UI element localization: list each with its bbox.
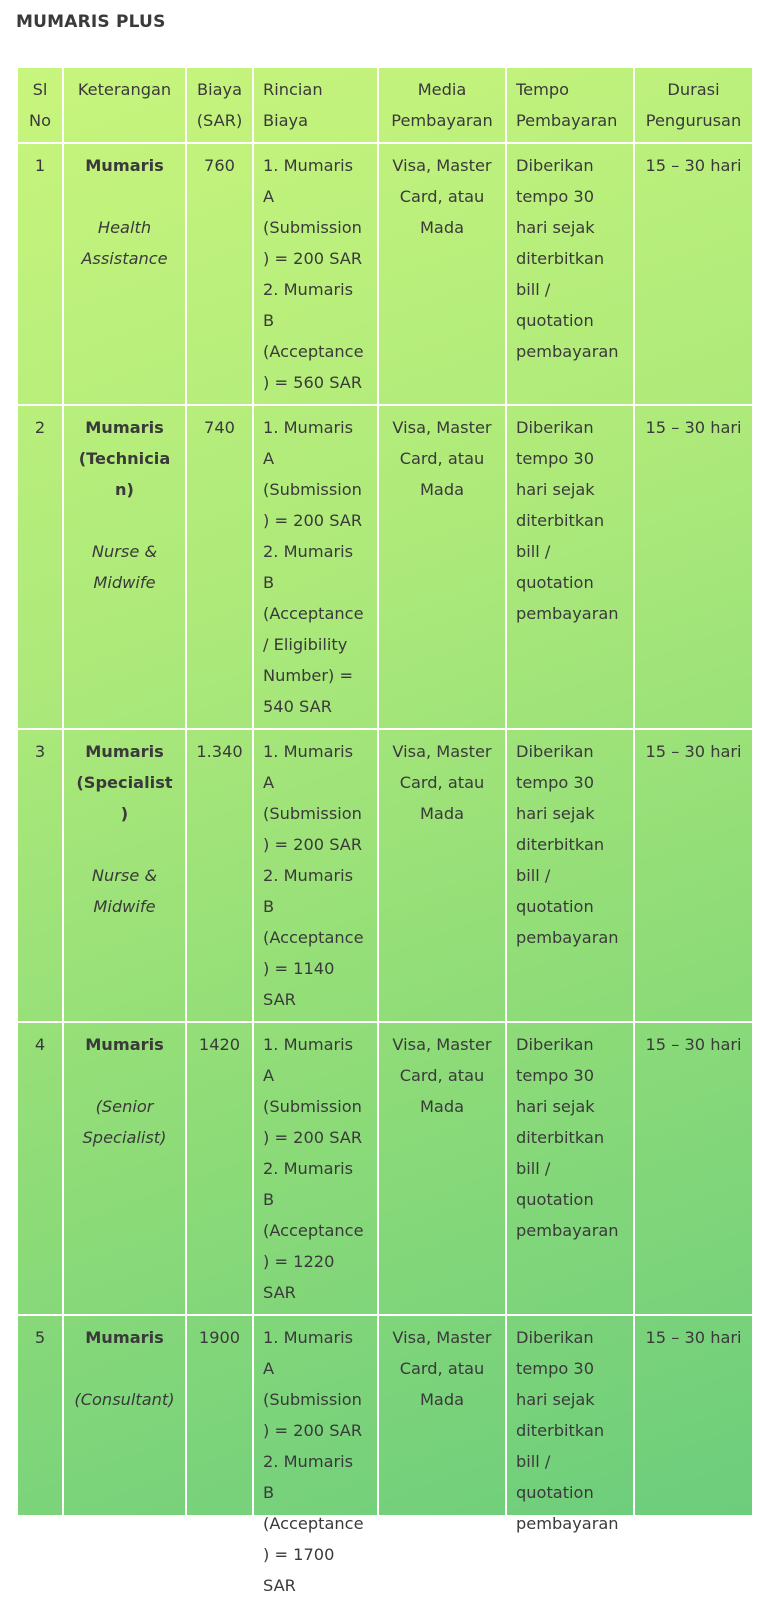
rincian-line-2: 2. Mumaris B (Acceptance) = 1220 SAR [263, 1159, 364, 1302]
cell-media-pembayaran: Visa, Master Card, atau Mada [378, 1022, 506, 1315]
cell-tempo-pembayaran: Diberikan tempo 30 hari sejak diterbitkan bill / quotation pembayaran [506, 405, 634, 729]
cell-biaya: 760 [186, 143, 253, 405]
rincian-line-2: 2. Mumaris B (Acceptance / Eligibility Number) = 540 SAR [263, 542, 364, 716]
cell-rincian-biaya [253, 1315, 378, 1608]
cell-biaya: 740 [186, 405, 253, 729]
cell-biaya: 1900 [186, 1315, 253, 1608]
cell-durasi-pengurusan: 15 – 30 hari [634, 729, 753, 1022]
cell-keterangan [63, 729, 186, 1022]
rincian-line-2: 2. Mumaris B (Acceptance) = 1700 SAR [263, 1452, 364, 1595]
cell-rincian-biaya [253, 1022, 378, 1315]
cell-rincian-biaya [253, 143, 378, 405]
cell-rincian-biaya [253, 729, 378, 1022]
cell-biaya: 1420 [186, 1022, 253, 1315]
cell-sl-no: 3 [17, 729, 63, 1022]
cell-keterangan [63, 1315, 186, 1608]
cell-durasi-pengurusan: 15 – 30 hari [634, 143, 753, 405]
cell-media-pembayaran: Visa, Master Card, atau Mada [378, 1315, 506, 1608]
table-header-row [17, 67, 753, 143]
cell-tempo-pembayaran: Diberikan tempo 30 hari sejak diterbitkan bill / quotation pembayaran [506, 143, 634, 405]
header-tempo-pembayaran: Tempo Pembayaran [506, 67, 634, 143]
table-row [17, 729, 753, 1022]
table-row [17, 1022, 753, 1315]
cell-keterangan [63, 143, 186, 405]
service-category: (Consultant) [74, 1390, 175, 1409]
cell-media-pembayaran: Visa, Master Card, atau Mada [378, 729, 506, 1022]
rincian-line-1: 1. Mumaris A (Submission) = 200 SAR [263, 1328, 363, 1440]
service-category: Health Assistance [81, 218, 168, 268]
cell-durasi-pengurusan: 15 – 30 hari [634, 1022, 753, 1315]
page-title: MUMARIS PLUS [16, 12, 166, 32]
rincian-line-2: 2. Mumaris B (Acceptance) = 560 SAR [263, 280, 364, 392]
cell-tempo-pembayaran: Diberikan tempo 30 hari sejak diterbitkan bill / quotation pembayaran [506, 1315, 634, 1608]
cell-sl-no: 2 [17, 405, 63, 729]
service-name: Mumaris [85, 1035, 164, 1054]
service-name: Mumaris (Technician) [78, 418, 171, 499]
cell-sl-no: 4 [17, 1022, 63, 1315]
cell-tempo-pembayaran: Diberikan tempo 30 hari sejak diterbitkan bill / quotation pembayaran [506, 1022, 634, 1315]
pricing-table [16, 66, 754, 1609]
rincian-line-2: 2. Mumaris B (Acceptance) = 1140 SAR [263, 866, 364, 1009]
service-name: Mumaris [85, 156, 164, 175]
cell-media-pembayaran: Visa, Master Card, atau Mada [378, 143, 506, 405]
cell-rincian-biaya [253, 405, 378, 729]
header-rincian-biaya: Rincian Biaya [253, 67, 378, 143]
service-category: Nurse & Midwife [91, 542, 158, 592]
cell-keterangan [63, 405, 186, 729]
cell-durasi-pengurusan: 15 – 30 hari [634, 1315, 753, 1608]
cell-media-pembayaran: Visa, Master Card, atau Mada [378, 405, 506, 729]
header-media-pembayaran: Media Pembayaran [378, 67, 506, 143]
rincian-line-1: 1. Mumaris A (Submission) = 200 SAR [263, 418, 363, 530]
cell-biaya: 1.340 [186, 729, 253, 1022]
service-category: Nurse & Midwife [91, 866, 158, 916]
rincian-line-1: 1. Mumaris A (Submission) = 200 SAR [263, 1035, 363, 1147]
cell-sl-no: 1 [17, 143, 63, 405]
cell-sl-no: 5 [17, 1315, 63, 1608]
service-name: Mumaris (Specialist) [76, 742, 173, 823]
table-row [17, 1315, 753, 1608]
service-name: Mumaris [85, 1328, 164, 1347]
header-sl-no: Sl No [17, 67, 63, 143]
table-row [17, 143, 753, 405]
cell-durasi-pengurusan: 15 – 30 hari [634, 405, 753, 729]
header-biaya: Biaya (SAR) [186, 67, 253, 143]
rincian-line-1: 1. Mumaris A (Submission) = 200 SAR [263, 156, 363, 268]
header-keterangan: Keterangan [63, 67, 186, 143]
service-category: (Senior Specialist) [82, 1097, 167, 1147]
cell-keterangan [63, 1022, 186, 1315]
header-durasi-pengurusan: Durasi Pengurusan [634, 67, 753, 143]
cell-tempo-pembayaran: Diberikan tempo 30 hari sejak diterbitkan bill / quotation pembayaran [506, 729, 634, 1022]
rincian-line-1: 1. Mumaris A (Submission) = 200 SAR [263, 742, 363, 854]
pricing-table-container [16, 66, 752, 1595]
table-row [17, 405, 753, 729]
